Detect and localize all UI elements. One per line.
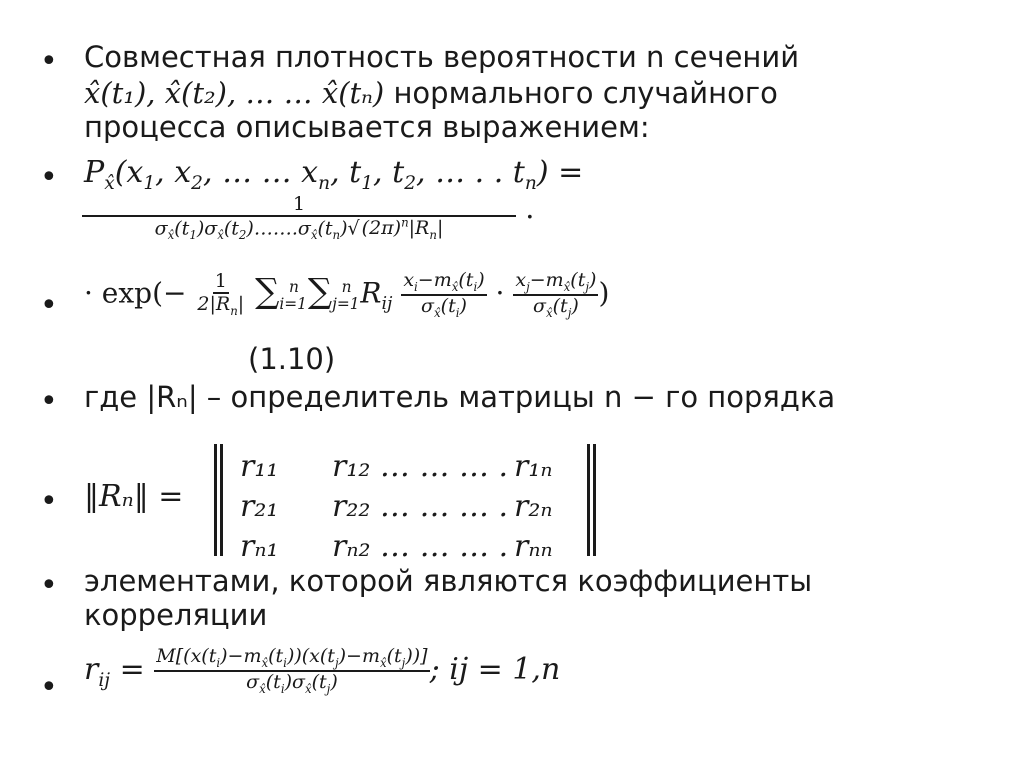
matrix-row (240, 527, 584, 567)
sections-math: x̂(t₁), x̂(t₂), … … x̂(tₙ) (84, 76, 385, 110)
exp-fraction: $\frac{1}{2|R_n|}$ (197, 270, 245, 319)
exp-formula: · exp(− $\frac{1}{2|R_n|}$ $\sum_{i=1}^n$ $\sum_{j=1}^n$ $R_{ij}$ $\frac{x_i-m_{x̂}(t_i)}{\sigma_{x̂}(t_i)}$ · $\frac{x_j-m_{x̂}(t_j)}{\sigma_{x̂}(t_j)}$ ) (84, 269, 610, 320)
bullet-dot: • (40, 160, 58, 195)
fraction-numerator: 1 (82, 194, 516, 217)
matrix-cell: r₁₁ (240, 449, 279, 484)
matrix-cell: r₁ₙ (514, 449, 553, 484)
rij-fraction: $\frac{M[(x(t_i)-m_{x̂}(t_i))(x(t_j)-m_{x̂}(t_j))]}{\sigma_{x̂}(t_i)\sigma_{x̂}(t_j)}$ (156, 645, 428, 696)
elements-line-1: элементами, которой являются коэффициенты (84, 564, 813, 598)
bullet-dot: • (40, 484, 58, 519)
correlation-matrix (240, 447, 584, 567)
matrix-cell: r₂₂ … … … . (332, 489, 509, 524)
matrix-cell: rₙₙ (514, 529, 553, 564)
bullet-dot: • (40, 568, 58, 603)
matrix-cell: rₙ₂ … … … . (332, 529, 509, 564)
matrix-bracket-left (220, 444, 223, 556)
formula-number: (1.10) (248, 342, 336, 376)
text-line-3: процесса описывается выражением: (84, 110, 650, 144)
fraction-denominator: $\sigma_{x̂}(t_1)\sigma_{x̂}(t_2)\dots\dots.\sigma_{x̂}(t_n)√$ $(2\pi)^n|R_n|$ (154, 215, 444, 243)
exp-fraction-i: $\frac{x_i-m_{x̂}(t_i)}{\sigma_{x̂}(t_i)}$ (403, 269, 485, 320)
matrix-row (240, 487, 584, 527)
rij-formula: $r_{ij}$ = $\frac{M[(x(t_i)-m_{x̂}(t_i))(x(t_j)-m_{x̂}(t_j))]}{\sigma_{x̂}(t_i)\sigma_{x̂}(t_j)}$ ; ij = 1,n (84, 645, 561, 696)
bullet-dot: • (40, 670, 58, 705)
matrix-bracket-left (214, 444, 217, 556)
matrix-bracket-right (593, 444, 596, 556)
bullet-dot: • (40, 44, 58, 79)
exp-fraction-j: $\frac{x_j-m_{x̂}(t_j)}{\sigma_{x̂}(t_j)}$ (515, 269, 597, 320)
matrix-cell: r₂₁ (240, 489, 279, 524)
fraction (82, 194, 516, 243)
matrix-cell: r₂ₙ (514, 489, 553, 524)
elements-line-2: корреляции (84, 598, 268, 632)
matrix-bracket-right (587, 444, 590, 556)
where-line: где |Rₙ| – определитель матрицы n − го порядка (84, 380, 836, 414)
bullet-dot: • (40, 384, 58, 419)
density-fraction: $\frac{1}{\sigma_{x̂}(t_1)\sigma_{x̂}(t_2)\dots\dots.\sigma_{x̂}(t_n)√ (2\pi)^n|R_n|}$ · (82, 194, 534, 243)
matrix-lhs: ‖Rₙ‖ = (84, 479, 184, 514)
matrix-cell: rₙ₁ (240, 529, 279, 564)
bullet-dot: • (40, 288, 58, 323)
text-line-2-tail: нормального случайного (393, 76, 778, 110)
density-lhs: $P_{x̂}(x_1$, $x_2$, … … $x_n$, $t_1$, $t_2$, … . . $t_n$) = (84, 155, 584, 194)
rij-tail: ; ij = 1,n (429, 652, 561, 688)
text-line-2 (84, 76, 778, 110)
matrix-row (240, 447, 584, 487)
matrix-cell: r₁₂ … … … . (332, 449, 509, 484)
text-line-1: Совместная плотность вероятности n сечений (84, 40, 800, 74)
